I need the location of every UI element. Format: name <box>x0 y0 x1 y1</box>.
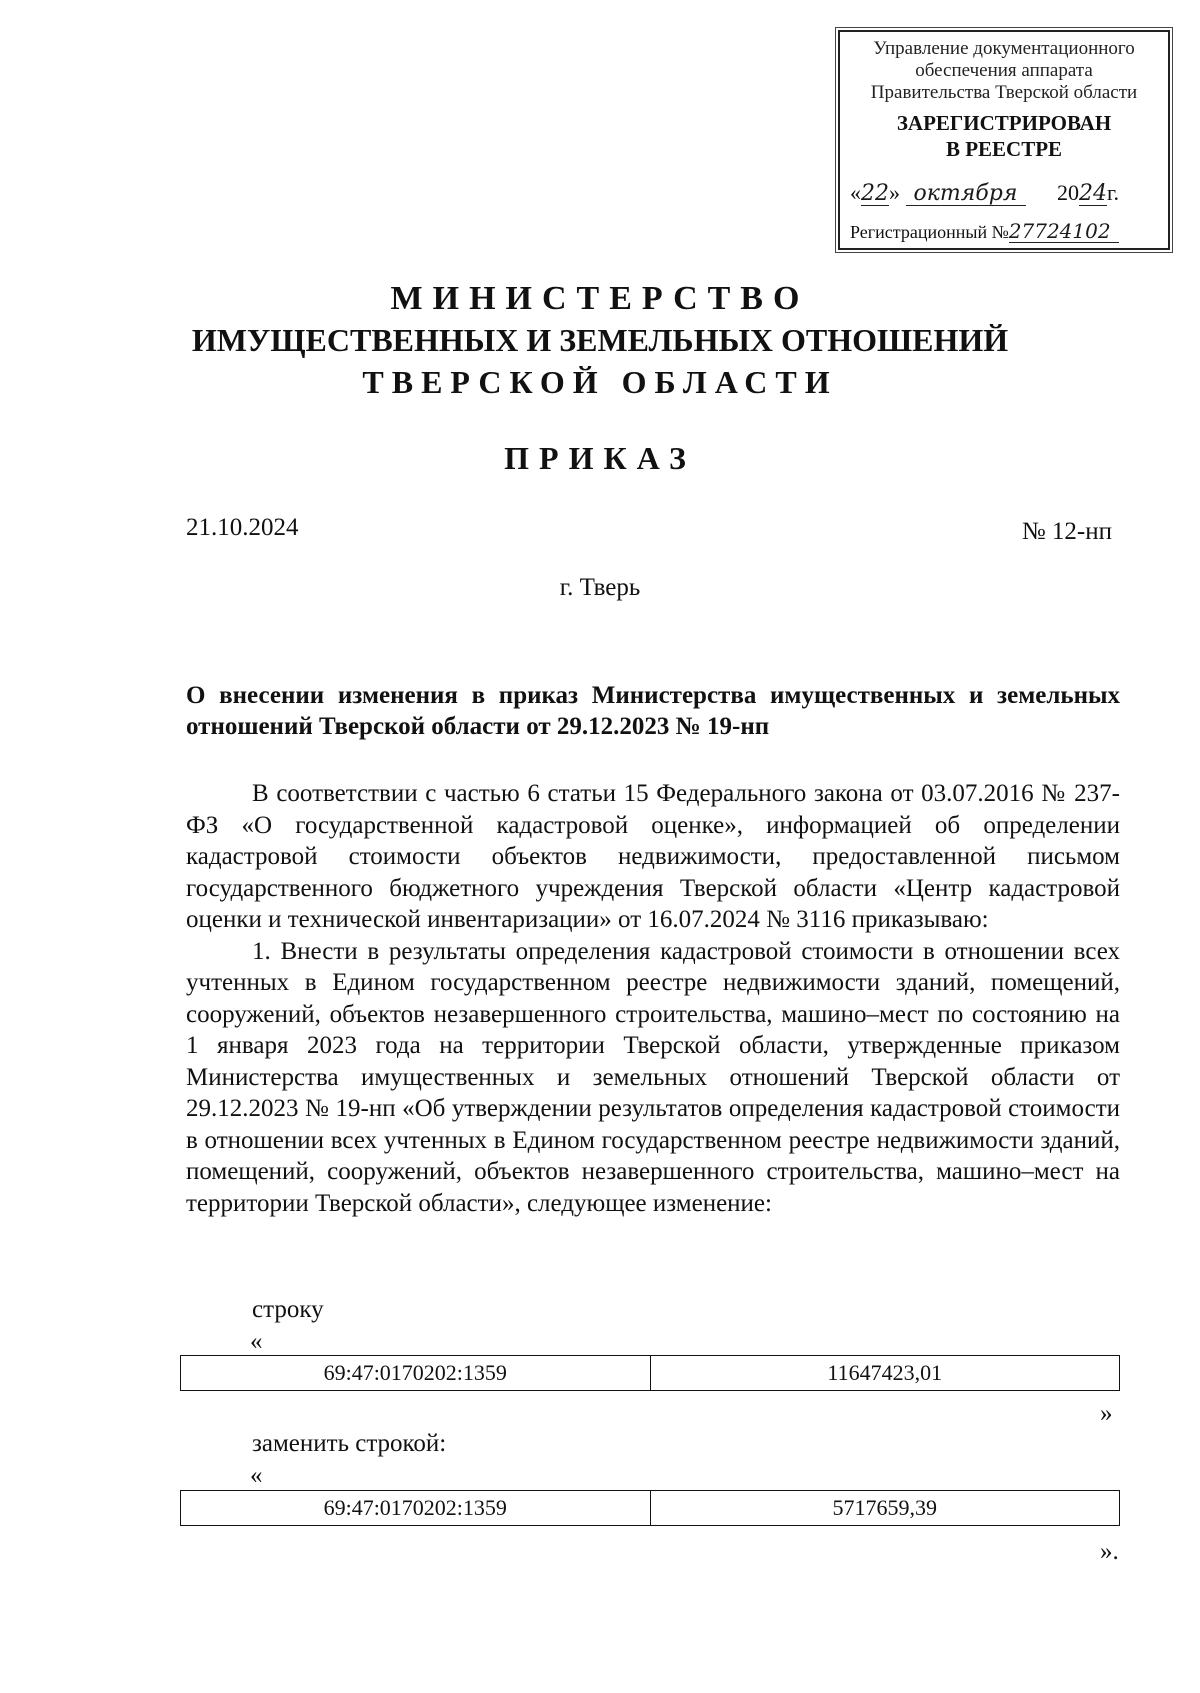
stamp-month: октября <box>906 183 1026 206</box>
new-row-table <box>180 1490 1120 1526</box>
registration-stamp <box>838 30 1170 250</box>
stamp-year-suffix: 24 <box>1079 181 1107 206</box>
stamp-day: 22 <box>861 181 889 206</box>
table-row <box>181 1356 1120 1391</box>
body-paragraph-1: В соответствии с частью 6 статьи 15 Федерального закона от 03.07.2016 № 237-ФЗ «О государственной кадастровой оценке», информацией об определении кадастровой стоимости объектов недвижимости, предоставленной письмом государственного бюджетного учреждения Тверской области «Центр кадастровой оценки и технической инвентаризации» от 16.07.2024 № 3116 приказываю: <box>186 780 1120 933</box>
stamp-quote-open: « <box>850 180 861 205</box>
stamp-reg-label: Регистрационный № <box>850 222 1009 242</box>
document-body <box>186 778 1120 1219</box>
new-cadastral-value: 5717659,39 <box>650 1491 1120 1526</box>
document-date: 21.10.2024 <box>186 514 299 541</box>
new-row-label: заменить строкой: <box>252 1430 447 1457</box>
document-subject: О внесении изменения в приказ Министерства имущественных и земельных отношений Тверской области от 29.12.2023 № 19-нп <box>186 682 1120 740</box>
stamp-date-line <box>850 182 1160 216</box>
document-type: ПРИКАЗ <box>504 440 696 476</box>
ministry-region: ТВЕРСКОЙ ОБЛАСТИ <box>362 364 838 400</box>
stamp-org-line-2: обеспечения аппарата <box>915 60 1093 81</box>
old-row-label: строку <box>252 1296 324 1323</box>
old-cadastral-number: 69:47:0170202:1359 <box>181 1356 651 1391</box>
ministry-title: МИНИСТЕРСТВО <box>390 280 810 317</box>
new-cadastral-number: 69:47:0170202:1359 <box>181 1491 651 1526</box>
ministry-subtitle: ИМУЩЕСТВЕННЫХ И ЗЕМЕЛЬНЫХ ОТНОШЕНИЙ <box>191 322 1009 358</box>
old-row-quote-close: » <box>1100 1400 1113 1427</box>
document-city: г. Тверь <box>559 574 641 601</box>
old-row-quote-open: « <box>250 1328 263 1355</box>
body-paragraph-2: 1. Внести в результаты определения кадастровой стоимости в отношении всех учтенных в Едином государственном реестре недвижимости зданий, помещений, сооружений, объектов незавершенного строительства, машино–мест по состоянию на 1 января 2023 года на территории Тверской области, утвержденные приказом Министерства имущественных и земельных отношений Тверской области от 29.12.2023 № 19-нп «Об утверждении результатов определения кадастровой стоимости в отношении всех учтенных в Едином государственном реестре недвижимости зданий, помещений, сооружений, объектов незавершенного строительства, машино–мест на территории Тверской области», следующее изменение: <box>186 937 1120 1217</box>
stamp-org-line-1: Управление документационного <box>873 38 1135 59</box>
document-number: № 12-нп <box>1021 518 1112 545</box>
stamp-registered-line-2: В РЕЕСТРЕ <box>945 137 1063 161</box>
table-row <box>181 1491 1120 1526</box>
stamp-quote-close: » <box>889 180 900 205</box>
new-row-quote-open: « <box>250 1462 263 1489</box>
new-row-quote-close: ». <box>1100 1538 1119 1565</box>
stamp-org-line-3: Правительства Тверской области <box>870 82 1138 103</box>
old-row-table <box>180 1355 1120 1391</box>
stamp-number-line <box>850 220 1160 248</box>
old-cadastral-value: 11647423,01 <box>650 1356 1120 1391</box>
stamp-reg-number: 27724102 <box>1009 220 1119 243</box>
stamp-year-end: г. <box>1107 180 1120 205</box>
stamp-year-prefix: 20 <box>1057 180 1079 205</box>
stamp-registered-line-1: ЗАРЕГИСТРИРОВАН <box>896 111 1112 135</box>
